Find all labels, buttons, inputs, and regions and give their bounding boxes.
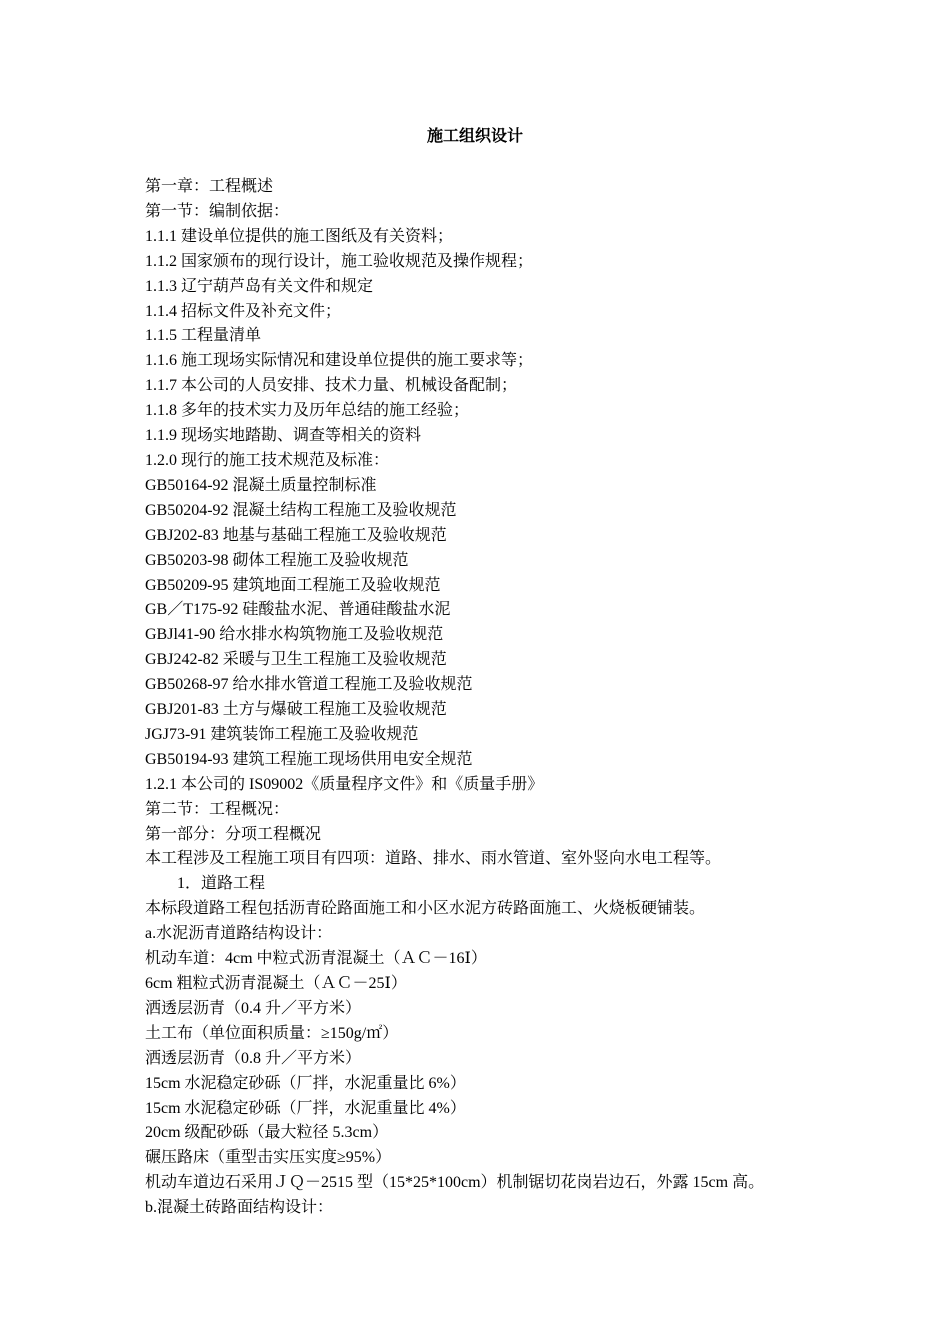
document-line: b.混凝土砖路面结构设计： [145, 1199, 334, 1217]
document-line: GBJ242-82 采暖与卫生工程施工及验收规范 [145, 651, 447, 669]
document-body [145, 175, 845, 1221]
document-line: GB50268-97 给水排水管道工程施工及验收规范 [145, 676, 473, 694]
document-line: 第二节：工程概况： [145, 800, 290, 818]
document-line: 1．道路工程 [177, 875, 266, 893]
document-line: 1.1.5 工程量清单 [145, 327, 262, 345]
document-line: GBJ202-83 地基与基础工程施工及验收规范 [145, 526, 447, 544]
document-line: 第一部分：分项工程概况 [145, 825, 322, 843]
document-line: 1.1.9 现场实地踏勘、调查等相关的资料 [145, 427, 422, 445]
document-line: 机动车道：4cm 中粒式沥青混凝土（ＡＣ－16Ⅰ） [145, 950, 487, 968]
document-line: 1.1.3 辽宁葫芦岛有关文件和规定 [145, 277, 374, 295]
document-line: GB50164-92 混凝土质量控制标准 [145, 476, 377, 494]
document-line: 1.1.1 建设单位提供的施工图纸及有关资料； [145, 227, 454, 245]
document-line: 洒透层沥青（0.4 升／平方米） [145, 999, 362, 1017]
document-line: 土工布（单位面积质量：≥150g/㎡） [145, 1024, 399, 1042]
document-line: 1.1.6 施工现场实际情况和建设单位提供的施工要求等； [145, 352, 534, 370]
document-line: GB50209-95 建筑地面工程施工及验收规范 [145, 576, 441, 594]
document-line: a.水泥沥青道路结构设计： [145, 925, 333, 943]
document-line: JGJ73-91 建筑装饰工程施工及验收规范 [145, 725, 419, 743]
document-line: 碾压路床（重型击实压实度≥95%） [145, 1149, 392, 1167]
document-line: GB／T175-92 硅酸盐水泥、普通硅酸盐水泥 [145, 601, 451, 619]
document-line: 20cm 级配砂砾（最大粒径 5.3cm） [145, 1124, 389, 1142]
document-line: GB50194-93 建筑工程施工现场供用电安全规范 [145, 750, 473, 768]
document-line: GB50204-92 混凝土结构工程施工及验收规范 [145, 501, 457, 519]
document-line: 第一章：工程概述 [145, 178, 274, 195]
document-line: GB50203-98 砌体工程施工及验收规范 [145, 551, 409, 569]
document-line: 1.1.8 多年的技术实力及历年总结的施工经验； [145, 402, 470, 420]
document-line: 6cm 粗粒式沥青混凝土（ＡＣ－25Ⅰ） [145, 975, 407, 992]
document-line: 本工程涉及工程施工项目有四项：道路、排水、雨水管道、室外竖向水电工程等。 [145, 850, 722, 868]
document-line: 1.1.4 招标文件及补充文件； [145, 302, 342, 320]
document-line: 1.1.7 本公司的人员安排、技术力量、机械设备配制； [145, 377, 518, 395]
document-line: 1.2.0 现行的施工技术规范及标准： [145, 451, 390, 469]
document-line: 15cm 水泥稳定砂砾（厂拌，水泥重量比 4%） [145, 1099, 466, 1117]
document-line: 1.1.2 国家颁布的现行设计，施工验收规范及操作规程； [145, 252, 534, 270]
document-line: 机动车道边石采用ＪＱ－2515 型（15*25*100cm）机制锯切花岗岩边石，外露 15cm 高。 [145, 1174, 765, 1192]
document-title: 施工组织设计 [426, 128, 523, 145]
document-line: GBJl41-90 给水排水构筑物施工及验收规范 [145, 626, 444, 644]
document-line: 洒透层沥青（0.8 升／平方米） [145, 1049, 362, 1067]
document-line: GBJ201-83 土方与爆破工程施工及验收规范 [145, 701, 447, 719]
document-line: 第一节：编制依据： [145, 202, 290, 220]
document-line: 1.2.1 本公司的 IS09002《质量程序文件》和《质量手册》 [145, 775, 544, 793]
document-line: 15cm 水泥稳定砂砾（厂拌，水泥重量比 6%） [145, 1074, 466, 1092]
document-line: 本标段道路工程包括沥青砼路面施工和小区水泥方砖路面施工、火烧板硬铺装。 [145, 900, 706, 918]
